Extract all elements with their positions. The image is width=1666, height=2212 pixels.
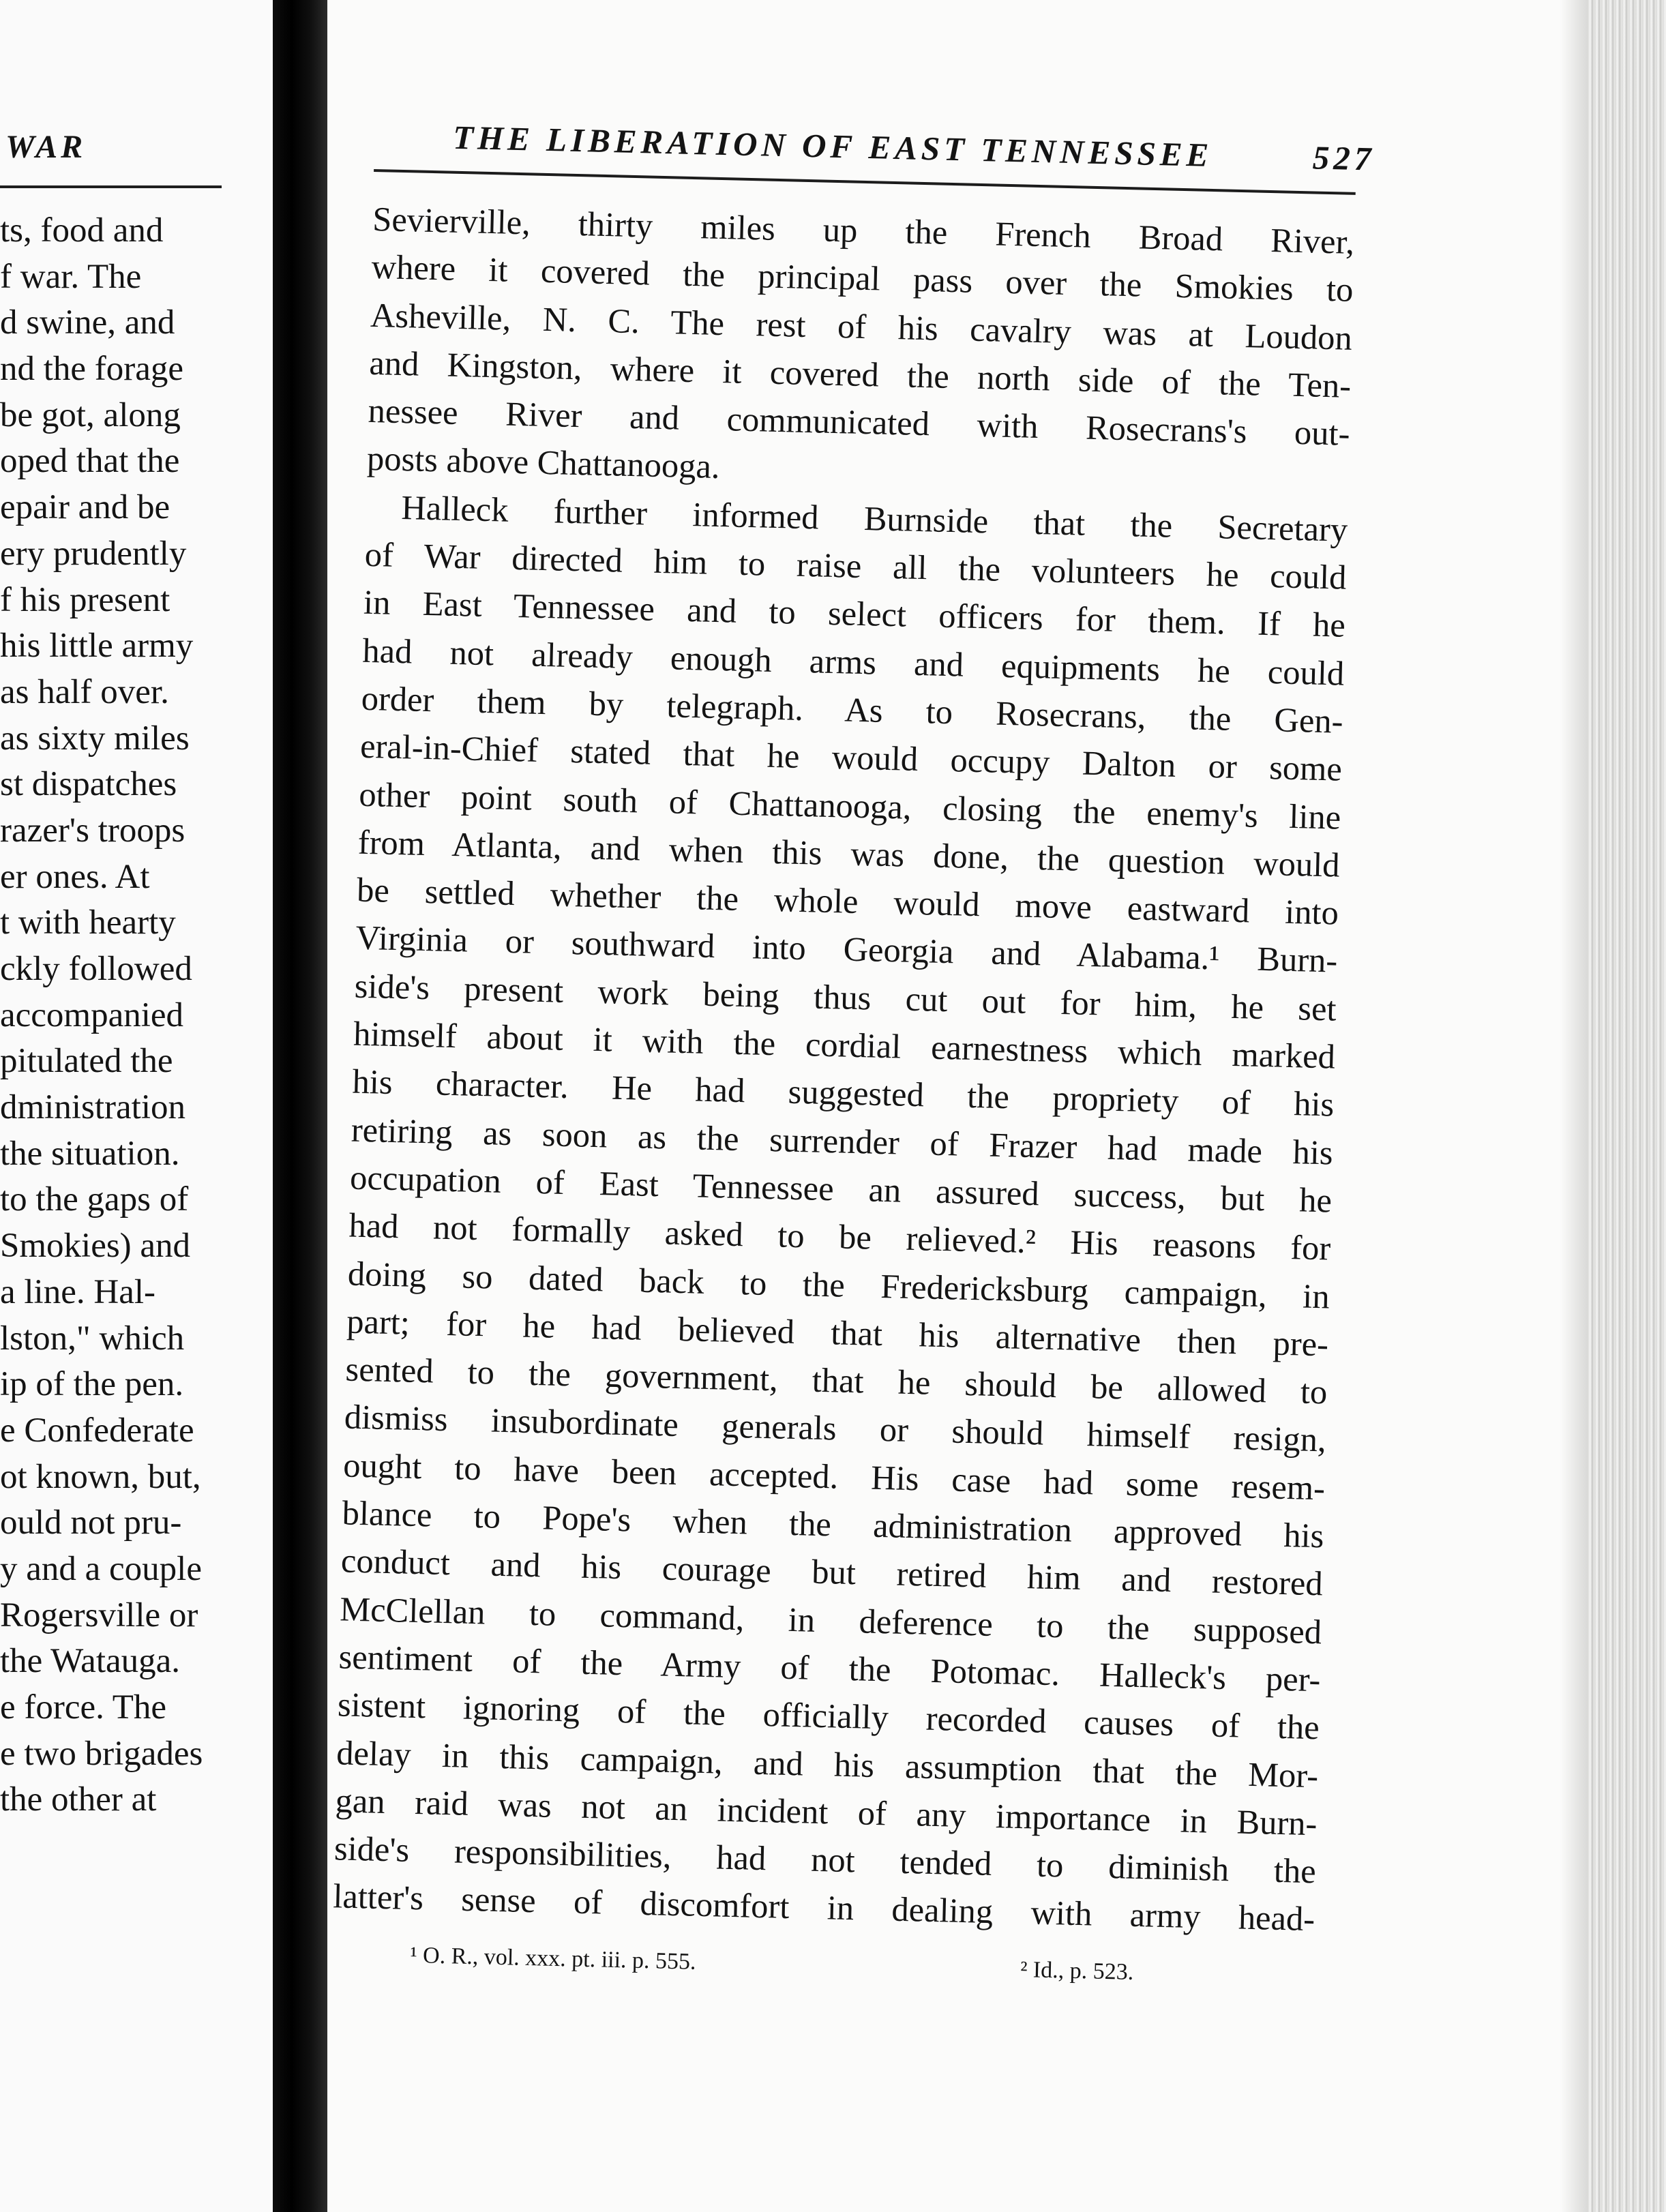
paragraph: [366, 195, 1355, 506]
left-text-line: [0, 531, 235, 578]
left-text-line-content: ery prudently: [0, 534, 187, 573]
left-text-line-content: the Watauga.: [0, 1642, 181, 1681]
left-text-line-content: f his present: [0, 580, 170, 619]
left-text-line-content: the situation.: [0, 1134, 180, 1173]
left-text-line-content: e force. The: [0, 1688, 166, 1727]
text-line: from Atlanta, and when this was done, the question would: [357, 822, 1341, 884]
footnote-2: ² Id., p. 523.: [1020, 1956, 1134, 1985]
left-text-line: [0, 900, 235, 946]
running-head: [374, 116, 1376, 187]
left-text-line-content: accompanied: [0, 996, 184, 1034]
left-text-line-content: y and a couple: [0, 1549, 202, 1588]
left-text-line-content: ts, food and: [0, 211, 164, 250]
page-number: 527: [1312, 138, 1376, 178]
text-line: his character. He had suggested the propriety of his: [351, 1062, 1335, 1124]
left-text-line: [0, 1223, 235, 1270]
left-text-line: [0, 1408, 235, 1454]
left-text-line: [0, 1593, 235, 1639]
left-text-line: [0, 1177, 235, 1223]
text-line: ought to have been accepted. His case had some resem-: [342, 1446, 1326, 1508]
left-text-line-content: razer's troops: [0, 811, 185, 850]
left-text-line: [0, 393, 235, 439]
left-text-line-content: to the gaps of: [0, 1180, 189, 1219]
text-line: of War directed him to raise all the volunteers he could: [364, 535, 1348, 597]
left-text-line-content: st dispatches: [0, 765, 177, 804]
text-line: himself about it with the cordial earnestness which marked: [353, 1014, 1336, 1076]
left-text-line-content: dministration: [0, 1088, 185, 1127]
footnote-1: ¹ O. R., vol. xxx. pt. iii. p. 555.: [410, 1942, 696, 1975]
left-text-line: [0, 993, 235, 1039]
text-line: eral-in-Chief stated that he would occupy Dalton or some: [359, 727, 1343, 788]
left-text-line-content: lston," which: [0, 1319, 185, 1358]
text-line: dismiss insubordinate generals or should himself resign,: [344, 1397, 1327, 1459]
left-text-line: [0, 716, 235, 762]
left-text-line-content: nd the forage: [0, 350, 184, 389]
left-text-line: [0, 1500, 235, 1546]
page-stack-edge: [1588, 0, 1666, 2212]
left-text-line: [0, 1131, 235, 1178]
text-line: other point south of Chattanooga, closing the enemy's line: [358, 775, 1341, 837]
text-line: posts above Chattanooga.: [366, 439, 721, 486]
left-text-line-content: as half over.: [0, 672, 169, 711]
text-line: where it covered the principal pass over the Smokies to: [371, 248, 1354, 310]
book-gutter: [273, 0, 327, 2212]
body-text: [333, 195, 1355, 1943]
left-text-line: [0, 854, 235, 901]
left-text-line-content: as sixty miles: [0, 719, 190, 758]
text-line: gan raid was not an incident of any importance in Burn-: [335, 1781, 1318, 1843]
left-text-line: [0, 485, 235, 531]
left-text-line: [0, 1546, 235, 1593]
text-line: nessee River and communicated with Rosecrans's out-: [368, 391, 1351, 453]
left-running-head: WAR: [5, 129, 87, 165]
left-text-line: [0, 208, 235, 254]
left-text-line: [0, 1731, 235, 1778]
left-text-line-content: pitulated the: [0, 1042, 173, 1081]
left-text-line: [0, 623, 235, 670]
left-text-line-content: epair and be: [0, 488, 170, 527]
left-text-line: [0, 670, 235, 716]
text-line: order them by telegraph. As to Rosecrans, the Gen-: [361, 678, 1344, 741]
text-line: in East Tennessee and to select officers for them. If he: [363, 583, 1346, 645]
left-text-line-content: t with hearty: [0, 903, 176, 942]
left-text-line-content: ot known, but,: [0, 1457, 201, 1496]
left-text-line: [0, 300, 235, 346]
left-text-line: [0, 1038, 235, 1085]
text-line: Asheville, N. C. The rest of his cavalry was at Loudon: [370, 295, 1353, 357]
left-text-line-content: ckly followed: [0, 950, 192, 988]
text-line: part; for he had believed that his alternative then pre-: [346, 1302, 1329, 1364]
text-line: sentiment of the Army of the Potomac. Halleck's per-: [338, 1637, 1322, 1699]
text-line: delay in this campaign, and his assumption that the Mor-: [336, 1733, 1319, 1795]
left-text-line-content: ould not pru-: [0, 1504, 182, 1542]
text-line: doing so dated back to the Fredericksburg campaign, in: [347, 1254, 1330, 1315]
text-line: sented to the government, that he should be allowed to: [345, 1349, 1328, 1411]
left-text-line-content: be got, along: [0, 395, 181, 434]
text-line: blance to Pope's when the administration approved his: [342, 1493, 1324, 1555]
text-line: side's responsibilities, had not tended to diminish the: [333, 1829, 1317, 1891]
left-text-line-content: e Confederate: [0, 1411, 194, 1450]
left-text-line-content: Smokies) and: [0, 1227, 191, 1266]
left-text-line-content: Rogersville or: [0, 1596, 198, 1634]
text-line: Virginia or southward into Georgia and Alabama.¹ Burn-: [355, 918, 1338, 981]
left-text-line-content: e two brigades: [0, 1734, 203, 1773]
left-text-line: [0, 1685, 235, 1731]
page-content: [331, 116, 1376, 1998]
text-line: had not already enough arms and equipments he could: [361, 631, 1345, 693]
left-text-line: [0, 1639, 235, 1685]
left-text-line: [0, 254, 235, 301]
left-text-line: [0, 1085, 235, 1131]
left-text-line: [0, 946, 235, 993]
left-text-line-content: er ones. At: [0, 857, 150, 896]
left-text-line-content: ip of the pen.: [0, 1365, 184, 1404]
left-text-line: [0, 1454, 235, 1501]
left-text-line: [0, 1777, 235, 1823]
running-head-title: THE LIBERATION OF EAST TENNESSEE: [452, 118, 1213, 174]
left-text-line: [0, 346, 235, 393]
left-text-line-content: his little army: [0, 627, 194, 666]
left-text-line-content: the other at: [0, 1780, 157, 1819]
left-page-text: [0, 208, 235, 1823]
left-text-line-content: oped that the: [0, 442, 180, 481]
text-line: and Kingston, where it covered the north side of the Ten-: [368, 343, 1352, 405]
text-line: had not formally asked to be relieved.² His reasons for: [348, 1206, 1331, 1268]
left-text-line: [0, 1362, 235, 1408]
paragraph: [333, 483, 1348, 1943]
text-line: latter's sense of discomfort in dealing with army head-: [332, 1877, 1315, 1939]
text-line: sistent ignoring of the officially recorded causes of the: [337, 1685, 1320, 1747]
left-text-line: [0, 762, 235, 808]
left-head-rule: [0, 185, 222, 188]
page-edge-shadow: [1560, 0, 1588, 2212]
text-line: Sevierville, thirty miles up the French Broad River,: [372, 199, 1355, 261]
right-main-page: [327, 0, 1666, 2212]
footnotes: [331, 1941, 1314, 1998]
text-line: occupation of East Tennessee an assured success, but he: [349, 1158, 1333, 1220]
left-facing-page: [0, 0, 273, 2212]
text-line: Halleck further informed Burnside that the Secretary: [400, 488, 1348, 549]
text-line: retiring as soon as the surrender of Frazer had made his: [351, 1110, 1334, 1172]
text-line: conduct and his courage but retired him and restored: [340, 1541, 1324, 1603]
left-text-line: [0, 1270, 235, 1316]
left-text-line-content: a line. Hal-: [0, 1272, 155, 1311]
left-text-line: [0, 578, 235, 624]
left-text-line: [0, 438, 235, 485]
text-line: McClellan to command, in deference to the supposed: [339, 1589, 1322, 1651]
left-text-line-content: d swine, and: [0, 303, 175, 342]
text-line: be settled whether the whole would move eastward into: [356, 870, 1339, 932]
left-text-line-content: f war. The: [0, 257, 142, 296]
left-text-line: [0, 808, 235, 854]
left-text-line: [0, 1316, 235, 1362]
text-line: side's present work being thus cut out for him, he set: [354, 966, 1337, 1028]
